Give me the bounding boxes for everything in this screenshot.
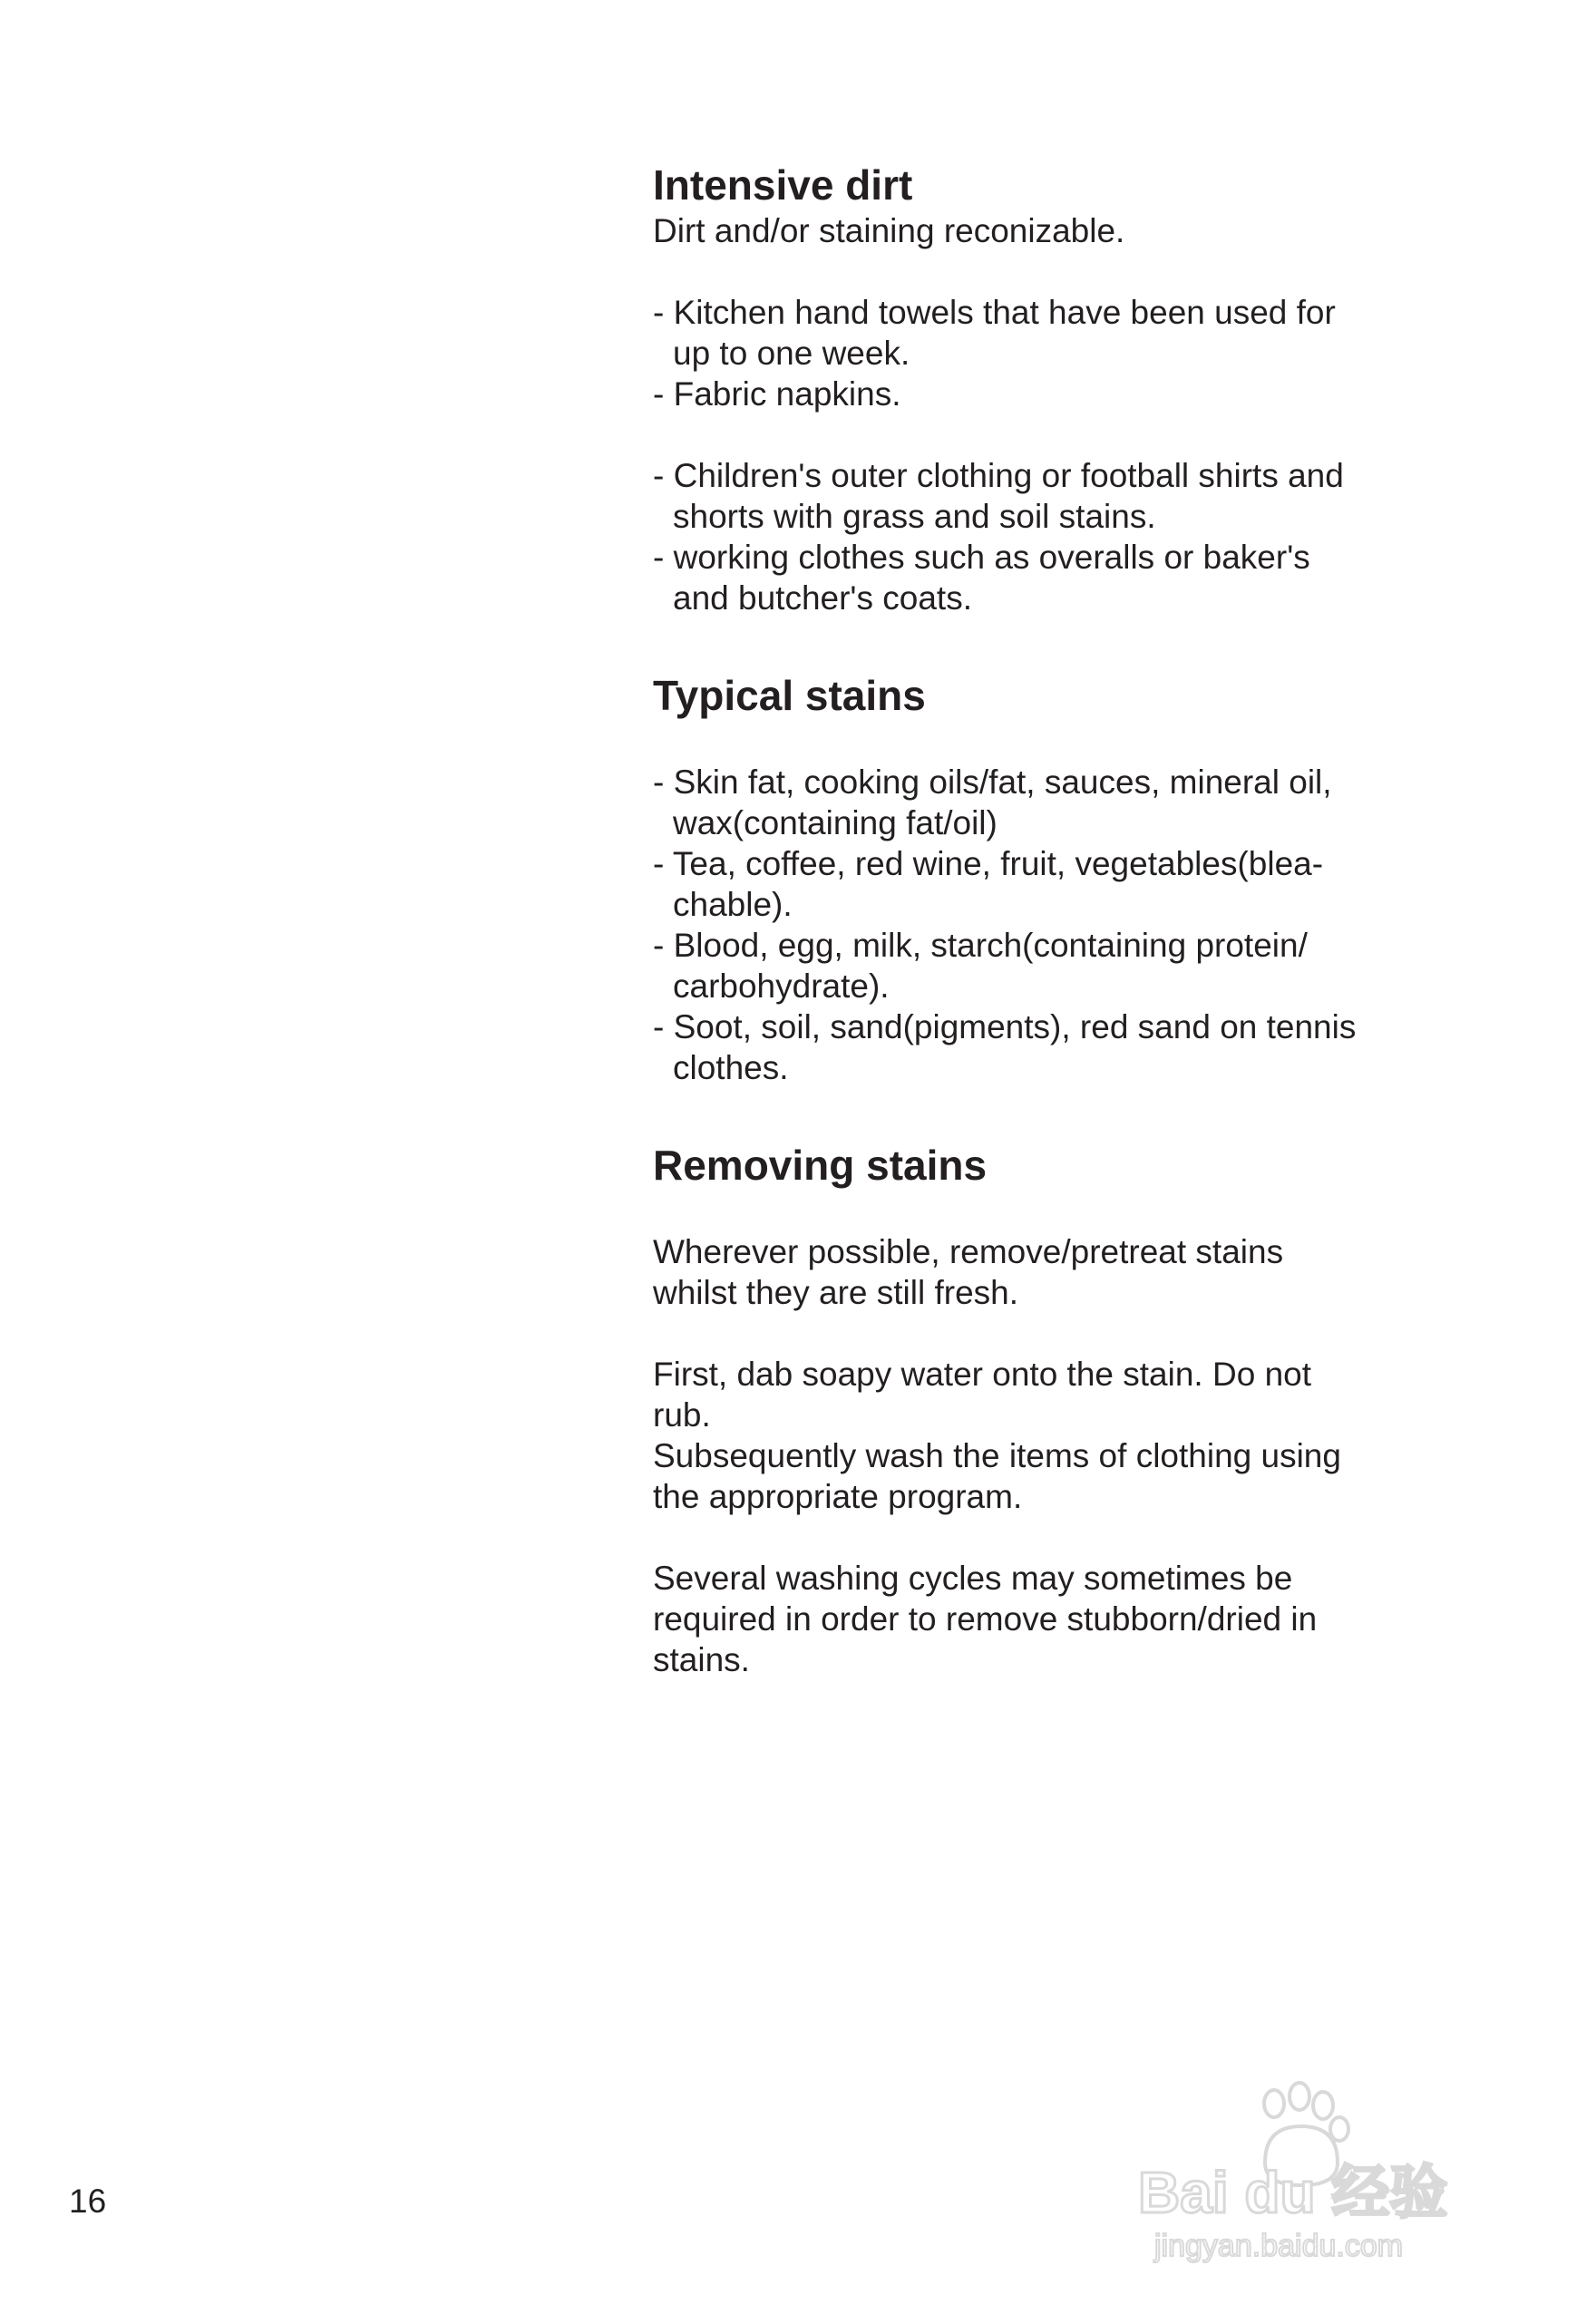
section-removing-stains bbox=[653, 1140, 1469, 1680]
section-typical-stains bbox=[653, 670, 1469, 1088]
list-item-continuation: shorts with grass and soil stains. bbox=[673, 498, 1156, 535]
section-intensive-dirt bbox=[653, 160, 1469, 618]
list-item: - Children's outer clothing or football shirts and bbox=[653, 457, 1344, 494]
list-item: - Skin fat, cooking oils/fat, sauces, mineral oil, bbox=[653, 763, 1332, 801]
baidu-watermark bbox=[1129, 2076, 1510, 2267]
paragraph-line: Several washing cycles may sometimes be bbox=[653, 1560, 1293, 1597]
paragraph-line: First, dab soapy water onto the stain. Do not bbox=[653, 1356, 1311, 1393]
heading-intensive-dirt: Intensive dirt bbox=[653, 161, 913, 209]
page-content bbox=[653, 160, 1469, 1680]
paragraph-line: whilst they are still fresh. bbox=[653, 1274, 1019, 1311]
page-number: 16 bbox=[69, 2183, 107, 2220]
list-item: - Fabric napkins. bbox=[653, 375, 901, 413]
intensive-subtitle: Dirt and/or staining reconizable. bbox=[653, 212, 1125, 249]
list-item: - Tea, coffee, red wine, fruit, vegetables(blea- bbox=[653, 845, 1324, 882]
list-item-continuation: chable). bbox=[673, 886, 793, 923]
list-item-continuation: clothes. bbox=[673, 1049, 789, 1086]
list-item: - Soot, soil, sand(pigments), red sand on tennis bbox=[653, 1008, 1357, 1045]
paragraph-line: the appropriate program. bbox=[653, 1478, 1023, 1515]
heading-typical-stains: Typical stains bbox=[653, 672, 926, 719]
list-item-continuation: carbohydrate). bbox=[673, 967, 890, 1005]
paragraph-line: Subsequently wash the items of clothing using bbox=[653, 1437, 1341, 1474]
watermark-url-text: jingyan.baidu.com bbox=[1154, 2229, 1404, 2263]
watermark-brand-text: Bai du 经验 bbox=[1138, 2160, 1448, 2225]
list-item-continuation: wax(containing fat/oil) bbox=[673, 804, 998, 841]
list-item: - Blood, egg, milk, starch(containing protein/ bbox=[653, 927, 1308, 964]
paragraph-line: rub. bbox=[653, 1396, 711, 1434]
list-item-continuation: up to one week. bbox=[673, 335, 910, 372]
list-item: - Kitchen hand towels that have been used for bbox=[653, 294, 1336, 331]
paragraph-line: Wherever possible, remove/pretreat stains bbox=[653, 1233, 1284, 1270]
paragraph-line: required in order to remove stubborn/dried in bbox=[653, 1600, 1318, 1638]
list-item-continuation: and butcher's coats. bbox=[673, 579, 972, 617]
baidu-logo-icon bbox=[1129, 2076, 1510, 2267]
paragraph-line: stains. bbox=[653, 1641, 750, 1678]
heading-removing-stains: Removing stains bbox=[653, 1142, 988, 1189]
list-item: - working clothes such as overalls or baker's bbox=[653, 539, 1310, 576]
